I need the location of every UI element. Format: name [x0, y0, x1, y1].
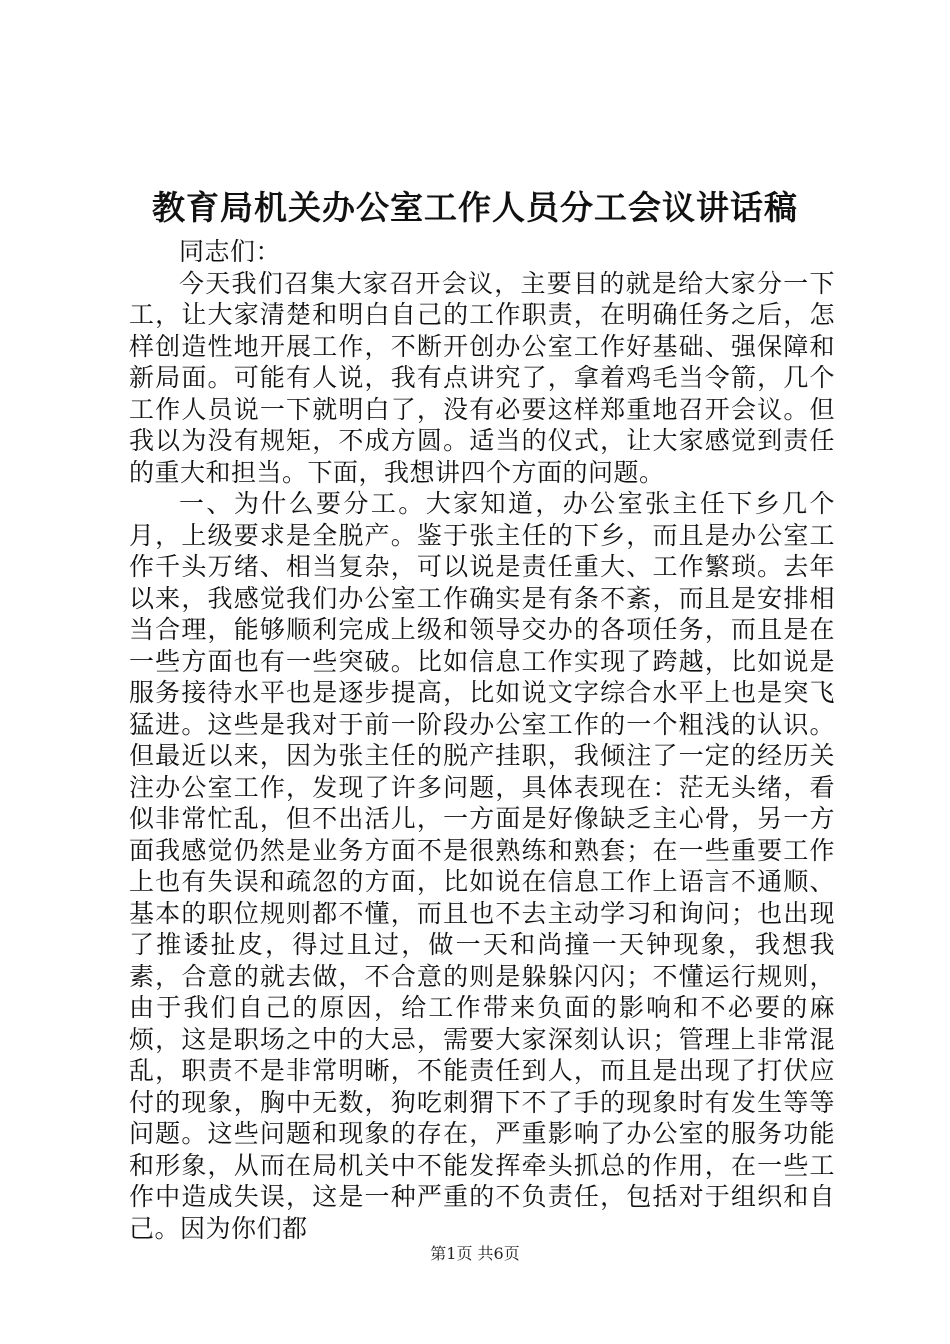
section-one-paragraph: 一、为什么要分工。大家知道，办公室张主任下乡几个月，上级要求是全脱产。鉴于张主任的下乡，而且是办公室工作千头万绪、相当复杂，可以说是责任重大、工作繁琐。去年以来，我感觉我们办公室工作确实是有条不紊，而且是安排相当合理，能够顺利完成上级和领导交办的各项任务，而且是在一些方面也有一些突破。比如信息工作实现了跨越，比如说是服务接待水平也是逐步提高，比如说文字综合水平上也是突飞猛进。这些是我对于前一阶段办公室工作的一个粗浅的认识。但最近以来，因为张主任的脱产挂职，我倾注了一定的经历关注办公室工作，发现了许多问题，具体表现在：茫无头绪，看似非常忙乱，但不出活儿，一方面是好像缺乏主心骨，另一方面我感觉仍然是业务方面不是很熟练和熟套；在一些重要工作上也有失误和疏忽的方面，比如说在信息工作上语言不通顺、基本的职位规则都不懂，而且也不去主动学习和询问；也出现了推诿扯皮，得过且过，做一天和尚撞一天钟现象，我想我素，合意的就去做，不合意的则是躲躲闪闪；不懂运行规则，由于我们自己的原因，给工作带来负面的影响和不必要的麻烦，这是职场之中的大忌，需要大家深刻认识；管理上非常混乱，职责不是非常明晰，不能责任到人，而且是出现了打伏应付的现象，胸中无数，狗吃刺猬下不了手的现象时有发生等等问题。这些问题和现象的存在，严重影响了办公室的服务功能和形象，从而在局机关中不能发挥牵头抓总的作用，在一些工作中造成失误，这是一种严重的不负责任，包括对于组织和自己。因为你们都 — [129, 489, 835, 1243]
document-body — [129, 236, 835, 1244]
salutation-paragraph: 同志们： — [179, 237, 282, 266]
page-number-footer: 第1页 共6页 — [430, 1244, 520, 1263]
document-title: 教育局机关办公室工作人员分工会议讲话稿 — [152, 188, 798, 227]
intro-paragraph: 今天我们召集大家召开会议，主要目的就是给大家分一下工，让大家清楚和明白自己的工作职责，在明确任务之后，怎样创造性地开展工作，不断开创办公室工作好基础、强保障和新局面。可能有人说，我有点讲究了，拿着鸡毛当令箭，几个工作人员说一下就明白了，没有必要这样郑重地召开会议。但我以为没有规矩，不成方圆。适当的仪式，让大家感觉到责任的重大和担当。下面，我想讲四个方面的问题。 — [129, 268, 835, 487]
